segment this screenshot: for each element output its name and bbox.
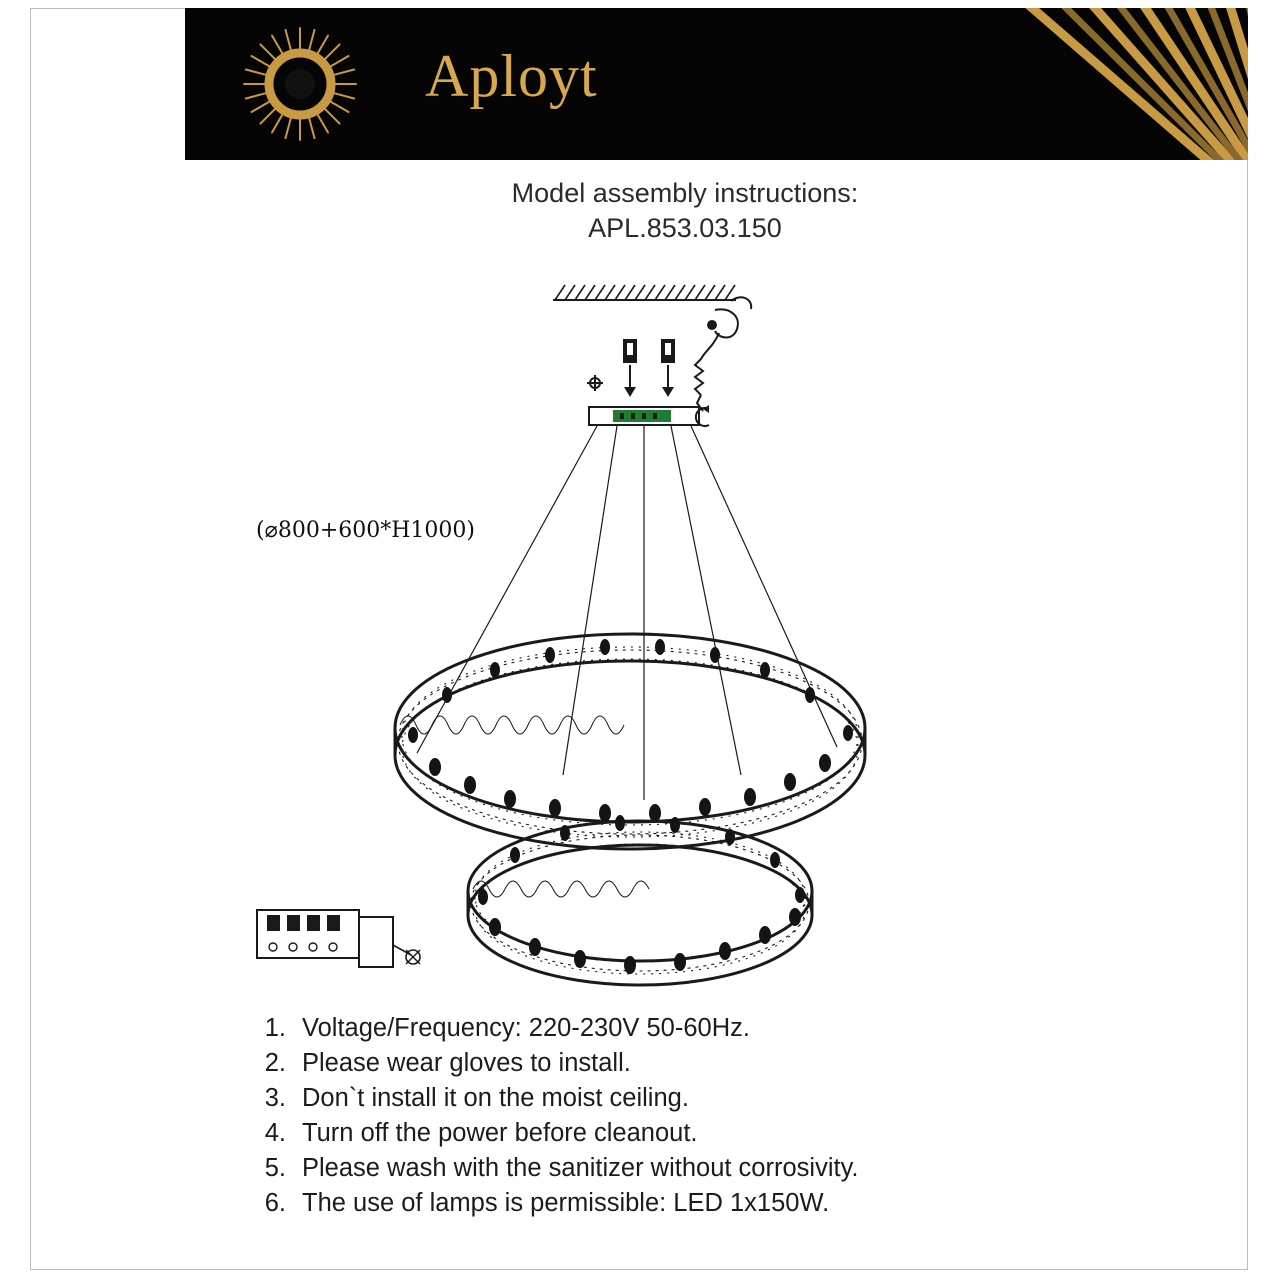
fan-rays-icon bbox=[848, 8, 1248, 160]
title-line-1: Model assembly instructions: bbox=[511, 178, 859, 208]
note-number: 5. bbox=[264, 1153, 286, 1182]
note-number: 3. bbox=[264, 1083, 286, 1112]
suspension-wires bbox=[417, 426, 837, 800]
crystal-ring-large-icon bbox=[395, 634, 865, 849]
note-text: Voltage/Frequency: 220-230V 50-60Hz. bbox=[302, 1014, 750, 1042]
ceiling-hatch-icon bbox=[553, 285, 736, 300]
list-item bbox=[256, 1116, 1186, 1151]
header-banner bbox=[185, 8, 1248, 160]
list-item bbox=[256, 1186, 1186, 1221]
list-item bbox=[256, 1081, 1186, 1116]
list-item bbox=[256, 1151, 1186, 1186]
note-text: The use of lamps is permissible: LED 1x150W. bbox=[302, 1188, 830, 1217]
note-number: 6. bbox=[264, 1188, 286, 1217]
sunburst-logo-icon bbox=[240, 24, 360, 144]
canopy-plate-icon bbox=[589, 407, 699, 425]
note-number: 2. bbox=[264, 1048, 286, 1077]
note-number: 4. bbox=[264, 1118, 286, 1147]
crystal-ring-small-icon bbox=[468, 815, 812, 985]
list-item bbox=[256, 1011, 1186, 1046]
note-text: Please wear gloves to install. bbox=[302, 1048, 631, 1077]
list-item bbox=[256, 1046, 1186, 1081]
install-direction-arrows-icon bbox=[624, 365, 674, 397]
page-title bbox=[185, 176, 1185, 245]
note-text: Please wash with the sanitizer without corrosivity. bbox=[302, 1153, 859, 1182]
note-text: Don`t install it on the moist ceiling. bbox=[302, 1083, 689, 1112]
screw-icon bbox=[623, 339, 675, 363]
dimension-label: (⌀800+600*H1000) bbox=[256, 518, 476, 543]
instruction-notes-list bbox=[256, 1011, 1186, 1221]
led-driver-icon bbox=[359, 917, 420, 967]
terminal-block-icon bbox=[257, 910, 359, 958]
note-text: Turn off the power before cleanout. bbox=[302, 1118, 698, 1147]
brand-wordmark: Aployt bbox=[425, 43, 598, 109]
note-number: 1. bbox=[264, 1014, 286, 1042]
title-line-2: APL.853.03.150 bbox=[588, 212, 782, 243]
assembly-diagram bbox=[185, 255, 1185, 1000]
safety-hook-icon bbox=[695, 297, 751, 411]
fixing-detail-icon bbox=[587, 375, 603, 391]
